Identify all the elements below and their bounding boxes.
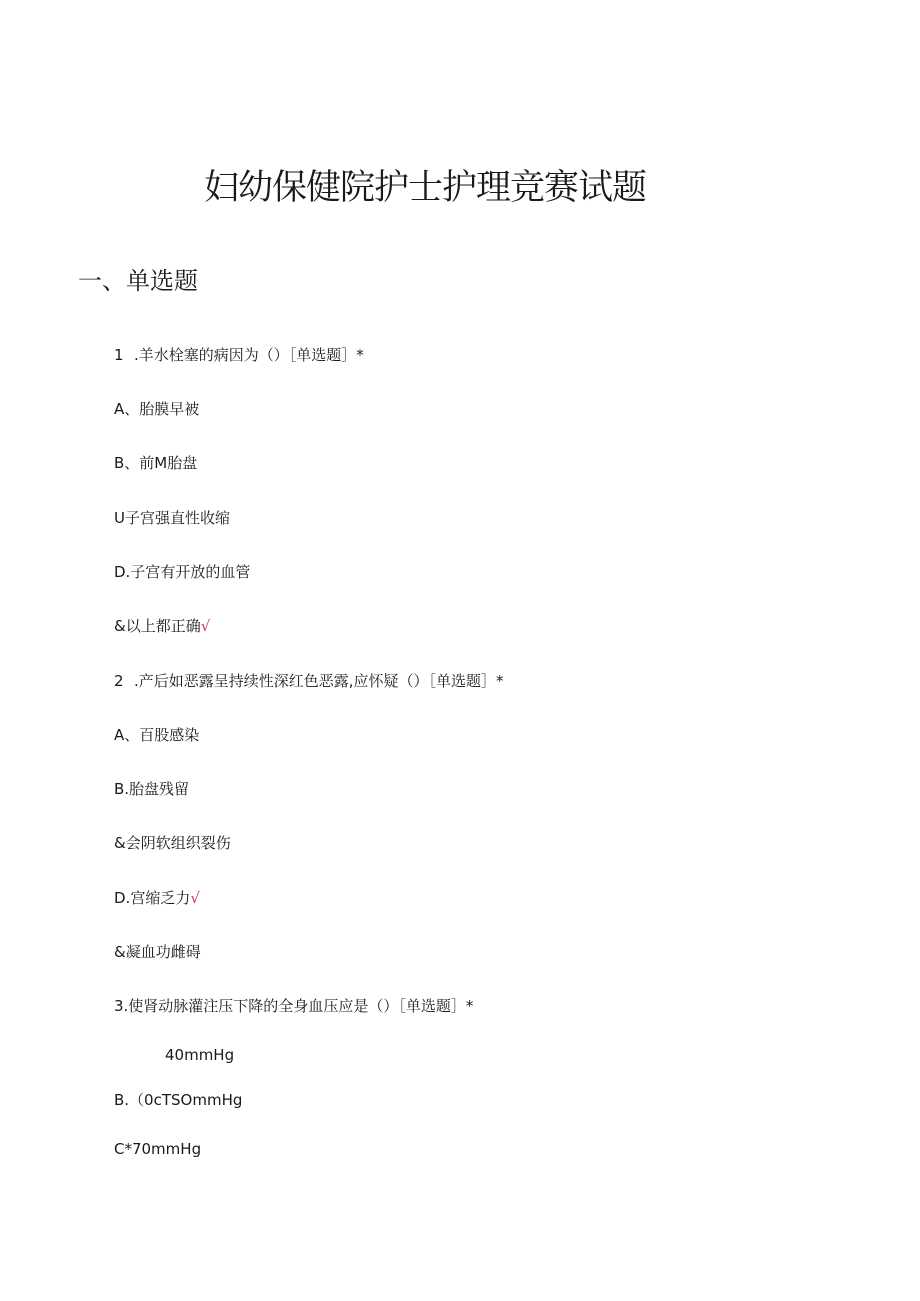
section-heading: 一、单选题 — [78, 267, 198, 295]
option-text: C*70mmHg — [114, 1140, 202, 1158]
option-2d — [114, 887, 200, 909]
question-text: 3.使肾动脉灌注压下降的全身血压应是（）［单选题］* — [114, 997, 474, 1015]
option-text: &以上都正确 — [114, 617, 201, 635]
question-1 — [114, 344, 364, 366]
option-2b — [114, 778, 189, 800]
option-text: D.子宫有开放的血管 — [114, 563, 251, 581]
option-text: 40mmHg — [165, 1046, 235, 1064]
option-text: B.胎盘残留 — [114, 780, 190, 798]
option-text: &会阴软组织裂伤 — [114, 834, 231, 852]
option-2c — [114, 832, 231, 854]
question-text: .产后如恶露呈持续性深红色恶露,应怀疑（）［单选题］* — [134, 672, 504, 690]
option-2e — [114, 941, 201, 963]
question-number: 1 — [114, 346, 124, 364]
question-2 — [114, 670, 504, 692]
question-number: 2 — [114, 672, 124, 690]
option-text: B、前M胎盘 — [114, 454, 198, 472]
option-text: A、胎膜早被 — [114, 400, 200, 418]
option-1b — [114, 452, 197, 474]
correct-answer-check: √ — [200, 617, 211, 635]
question-3 — [114, 995, 473, 1017]
option-text: D.宫缩乏力 — [114, 889, 191, 907]
option-1c — [114, 507, 230, 529]
option-2a — [114, 724, 199, 746]
question-text: .羊水栓塞的病因为（）［单选题］* — [134, 346, 364, 364]
option-text: U子宫强直性收缩 — [114, 509, 230, 527]
correct-answer-check: √ — [190, 889, 200, 907]
option-text: A、百股感染 — [114, 726, 200, 744]
option-text: B.（0cTSOmmHg — [114, 1091, 243, 1109]
option-3a — [165, 1044, 234, 1066]
option-3c — [114, 1138, 201, 1160]
option-3b — [114, 1089, 242, 1111]
option-1e — [114, 615, 210, 637]
option-text: &凝血功雌碍 — [114, 943, 201, 961]
document-title: 妇幼保健院护士护理竞赛试题 — [203, 168, 646, 208]
option-1d — [114, 561, 250, 583]
option-1a — [114, 398, 199, 420]
